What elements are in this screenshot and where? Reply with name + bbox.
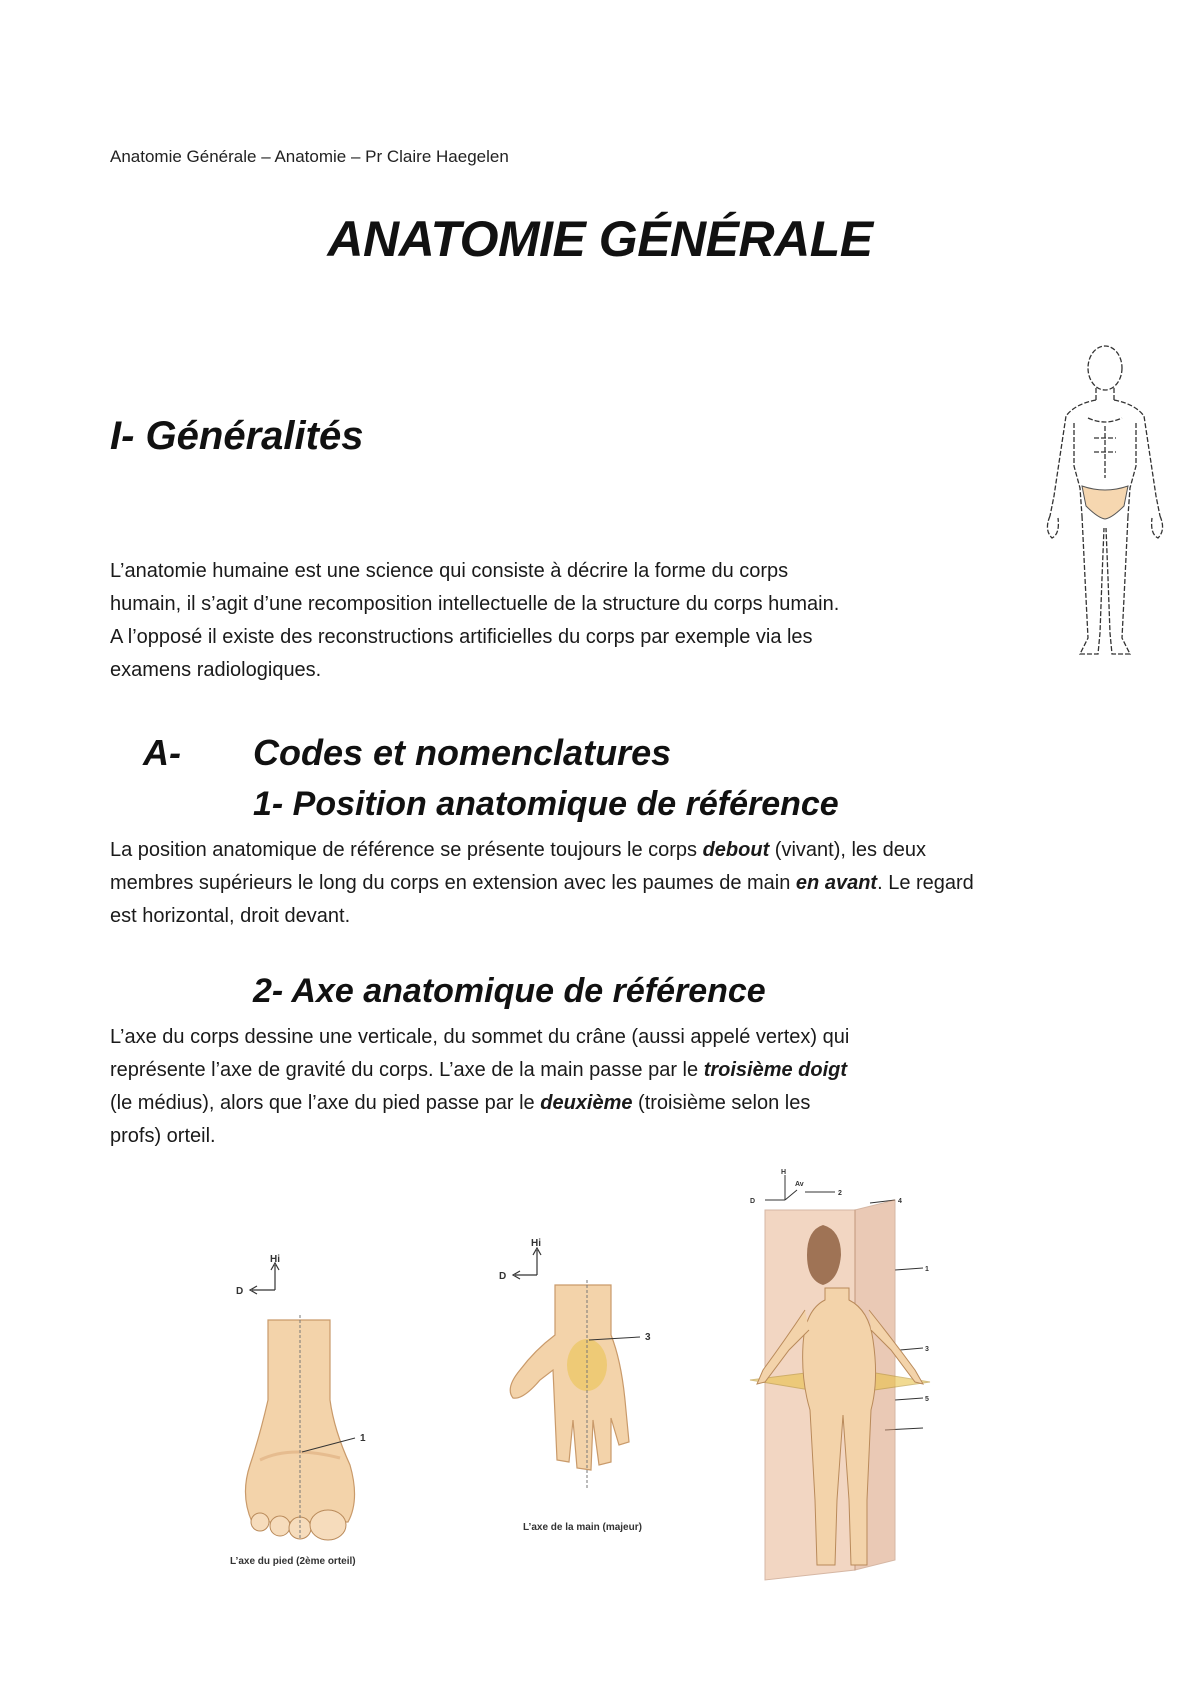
plane-label: 5 [925, 1396, 929, 1403]
label-d: D [236, 1286, 244, 1297]
paragraph-line: (le médius), alors que l’axe du pied passe par le deuxième (troisième selon les [110, 1092, 811, 1114]
section-heading-codes: Codes et nomenclatures [253, 732, 672, 773]
plane-label: Av [795, 1181, 804, 1188]
label-hi: Hi [531, 1238, 541, 1249]
paragraph-position [110, 834, 974, 933]
plane-label: 4 [898, 1198, 902, 1205]
anatomical-position-figure [1030, 338, 1180, 663]
emphasis-en-avant: en avant [795, 872, 878, 894]
foot-axis-figure [230, 1254, 390, 1575]
hand-caption: L’axe de la main (majeur) [523, 1522, 642, 1533]
paragraph-line: L’axe du corps dessine une verticale, du sommet du crâne (aussi appelé vertex) qui [110, 1026, 850, 1048]
document-header: Anatomie Générale – Anatomie – Pr Claire Haegelen [110, 147, 509, 166]
label-hi: Hi [270, 1254, 280, 1265]
subsection-heading-position: 1- Position anatomique de référence [253, 785, 839, 823]
label-d: D [499, 1271, 507, 1282]
section-heading-generalites: I- Généralités [110, 414, 364, 458]
section-letter-a: A- [143, 732, 181, 773]
paragraph-line: L’anatomie humaine est une science qui consiste à décrire la forme du corps [110, 560, 789, 582]
paragraph-line: est horizontal, droit devant. [110, 905, 351, 927]
paragraph-line: La position anatomique de référence se présente toujours le corps debout (vivant), les deux [110, 839, 926, 861]
emphasis-debout: debout [702, 839, 770, 861]
paragraph-line: humain, il s’agit d’une recomposition intellectuelle de la structure du corps humain. [110, 593, 840, 615]
label-number: 3 [645, 1332, 651, 1343]
plane-label: D [750, 1198, 756, 1205]
paragraph-line: examens radiologiques. [110, 659, 322, 681]
plane-label: 1 [925, 1266, 929, 1273]
plane-label: 2 [838, 1190, 842, 1197]
plane-label: H [781, 1169, 787, 1176]
plane-label: 3 [925, 1346, 929, 1353]
emphasis-troisieme-doigt: troisième doigt [703, 1059, 848, 1081]
emphasis-deuxieme: deuxième [540, 1092, 633, 1114]
paragraph-axe [110, 1021, 849, 1153]
paragraph-line: profs) orteil. [110, 1125, 216, 1147]
hand-axis-figure [495, 1240, 665, 1545]
paragraph-line: A l’opposé il existe des reconstructions artificielles du corps par exemple via les [110, 626, 813, 648]
paragraph-line: représente l’axe de gravité du corps. L’axe de la main passe par le troisième doigt [110, 1059, 848, 1081]
page-title: ANATOMIE GÉNÉRALE [327, 211, 873, 267]
anatomical-planes-figure [745, 1170, 940, 1590]
subsection-heading-axe: 2- Axe anatomique de référence [253, 972, 766, 1010]
label-number: 1 [360, 1433, 366, 1444]
paragraph-generalites [110, 555, 839, 687]
paragraph-line: membres supérieurs le long du corps en extension avec les paumes de main en avant. Le regard [110, 872, 974, 894]
foot-caption: L’axe du pied (2ème orteil) [230, 1556, 356, 1567]
